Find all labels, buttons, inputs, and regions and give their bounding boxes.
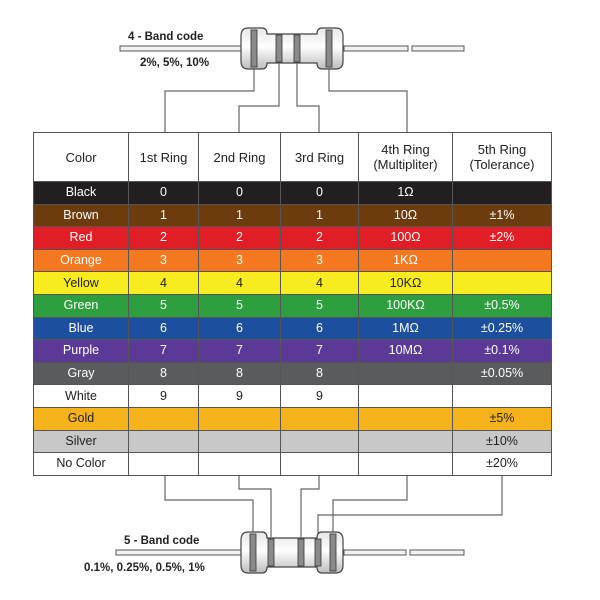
cell-color-name: Gold <box>34 407 129 430</box>
table-header-row <box>34 133 552 182</box>
table-body <box>34 182 552 476</box>
cell-tolerance: ±2% <box>453 227 552 250</box>
band-2 <box>268 539 274 566</box>
cell-1st-ring <box>129 453 199 476</box>
band-1 <box>251 30 257 67</box>
color-code-table <box>33 132 552 476</box>
header-2nd-ring: 2nd Ring <box>199 133 281 182</box>
table-row <box>34 272 552 295</box>
cell-color-name: Red <box>34 227 129 250</box>
table-row <box>34 362 552 385</box>
cell-2nd-ring: 4 <box>199 272 281 295</box>
cell-2nd-ring: 7 <box>199 340 281 363</box>
lead-wire-right <box>344 46 408 51</box>
cell-1st-ring: 1 <box>129 204 199 227</box>
four-band-title: 4 - Band code <box>128 31 204 43</box>
table-row <box>34 453 552 476</box>
band-4 <box>315 539 321 566</box>
header-5th-ring-tolerance: 5th Ring (Tolerance) <box>453 133 552 182</box>
cell-3rd-ring: 3 <box>281 249 359 272</box>
cell-1st-ring <box>129 430 199 453</box>
table-row <box>34 317 552 340</box>
cell-3rd-ring <box>281 453 359 476</box>
cell-1st-ring: 6 <box>129 317 199 340</box>
cell-tolerance <box>453 272 552 295</box>
table-row <box>34 407 552 430</box>
cell-multiplier: 10MΩ <box>359 340 453 363</box>
table-row <box>34 204 552 227</box>
cell-color-name: No Color <box>34 453 129 476</box>
cell-2nd-ring: 2 <box>199 227 281 250</box>
band-5 <box>330 534 336 571</box>
cell-tolerance: ±0.05% <box>453 362 552 385</box>
cell-3rd-ring: 7 <box>281 340 359 363</box>
cell-2nd-ring <box>199 430 281 453</box>
cell-1st-ring: 3 <box>129 249 199 272</box>
cell-color-name: Black <box>34 182 129 205</box>
cell-1st-ring: 5 <box>129 294 199 317</box>
cell-multiplier: 10KΩ <box>359 272 453 295</box>
table-row <box>34 430 552 453</box>
cell-1st-ring: 8 <box>129 362 199 385</box>
cell-color-name: Yellow <box>34 272 129 295</box>
cell-multiplier <box>359 362 453 385</box>
connector-lines-bottom <box>165 476 502 537</box>
cell-multiplier: 1KΩ <box>359 249 453 272</box>
table-row <box>34 294 552 317</box>
cell-multiplier: 100Ω <box>359 227 453 250</box>
lead-wire-left <box>120 46 244 51</box>
cell-3rd-ring: 5 <box>281 294 359 317</box>
cell-2nd-ring: 3 <box>199 249 281 272</box>
cell-color-name: Blue <box>34 317 129 340</box>
cell-multiplier <box>359 385 453 408</box>
cell-multiplier <box>359 407 453 430</box>
header-color: Color <box>34 133 129 182</box>
cell-2nd-ring <box>199 407 281 430</box>
cell-color-name: White <box>34 385 129 408</box>
cell-2nd-ring: 5 <box>199 294 281 317</box>
cell-tolerance: ±1% <box>453 204 552 227</box>
cell-2nd-ring <box>199 453 281 476</box>
cell-3rd-ring: 1 <box>281 204 359 227</box>
five-band-tolerances: 0.1%, 0.25%, 0.5%, 1% <box>84 562 205 574</box>
cell-1st-ring: 2 <box>129 227 199 250</box>
cell-color-name: Green <box>34 294 129 317</box>
cell-1st-ring: 0 <box>129 182 199 205</box>
cell-multiplier <box>359 453 453 476</box>
cell-2nd-ring: 0 <box>199 182 281 205</box>
cell-multiplier <box>359 430 453 453</box>
cell-color-name: Silver <box>34 430 129 453</box>
cell-1st-ring: 9 <box>129 385 199 408</box>
cell-tolerance: ±0.25% <box>453 317 552 340</box>
band-3 <box>298 539 304 566</box>
cell-color-name: Brown <box>34 204 129 227</box>
cell-1st-ring <box>129 407 199 430</box>
lead-wire-right <box>344 550 406 555</box>
cell-3rd-ring <box>281 407 359 430</box>
cell-3rd-ring: 6 <box>281 317 359 340</box>
table-row <box>34 227 552 250</box>
cell-tolerance <box>453 182 552 205</box>
cell-multiplier: 10Ω <box>359 204 453 227</box>
five-band-title: 5 - Band code <box>124 535 200 547</box>
cell-2nd-ring: 1 <box>199 204 281 227</box>
connector-lines-top <box>165 63 407 132</box>
cell-color-name: Gray <box>34 362 129 385</box>
table-row <box>34 385 552 408</box>
band-2 <box>276 35 282 62</box>
header-3rd-ring: 3rd Ring <box>281 133 359 182</box>
table-row <box>34 340 552 363</box>
resistor-5-band <box>84 532 464 574</box>
cell-tolerance: ±5% <box>453 407 552 430</box>
table-row <box>34 249 552 272</box>
band-3 <box>294 35 300 62</box>
cell-3rd-ring: 8 <box>281 362 359 385</box>
cell-color-name: Orange <box>34 249 129 272</box>
cell-3rd-ring: 2 <box>281 227 359 250</box>
cell-1st-ring: 4 <box>129 272 199 295</box>
header-4th-ring-multiplier: 4th Ring (Multipliter) <box>359 133 453 182</box>
lead-wire-right-end <box>412 46 464 51</box>
cell-multiplier: 100KΩ <box>359 294 453 317</box>
header-1st-ring: 1st Ring <box>129 133 199 182</box>
cell-3rd-ring <box>281 430 359 453</box>
cell-3rd-ring: 0 <box>281 182 359 205</box>
cell-multiplier: 1Ω <box>359 182 453 205</box>
cell-3rd-ring: 9 <box>281 385 359 408</box>
four-band-tolerances: 2%, 5%, 10% <box>140 57 210 69</box>
lead-wire-right-end <box>410 550 464 555</box>
cell-tolerance: ±0.1% <box>453 340 552 363</box>
band-1 <box>250 534 256 571</box>
table-row <box>34 182 552 205</box>
cell-2nd-ring: 8 <box>199 362 281 385</box>
cell-multiplier: 1MΩ <box>359 317 453 340</box>
cell-color-name: Purple <box>34 340 129 363</box>
cell-1st-ring: 7 <box>129 340 199 363</box>
lead-wire-left <box>116 550 244 555</box>
cell-tolerance <box>453 385 552 408</box>
resistor-4-band <box>120 28 464 69</box>
cell-2nd-ring: 6 <box>199 317 281 340</box>
cell-tolerance <box>453 249 552 272</box>
band-4 <box>326 30 332 67</box>
cell-tolerance: ±0.5% <box>453 294 552 317</box>
cell-2nd-ring: 9 <box>199 385 281 408</box>
cell-tolerance: ±10% <box>453 430 552 453</box>
cell-tolerance: ±20% <box>453 453 552 476</box>
cell-3rd-ring: 4 <box>281 272 359 295</box>
